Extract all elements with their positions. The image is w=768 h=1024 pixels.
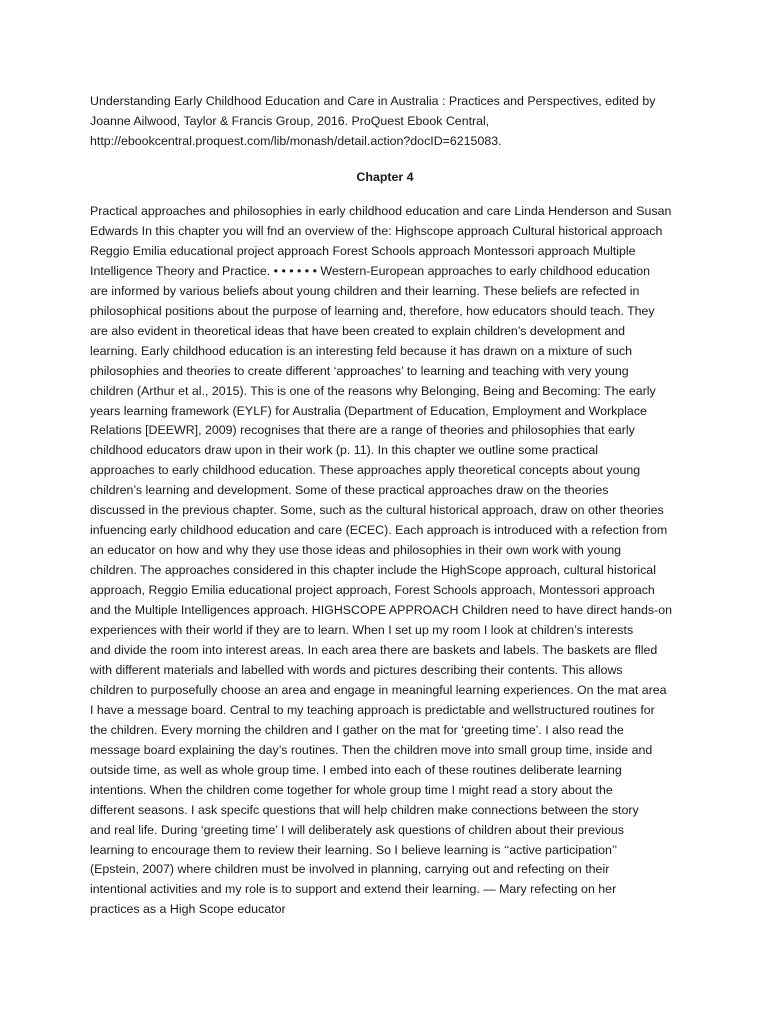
body-line: learning to encourage them to review their learning. So I believe learning is ‘‘active participation’’ <box>90 842 618 857</box>
body-line: experiences with their world if they are to learn. When I set up my room I look at children’s interests <box>90 623 634 638</box>
body-line: outside time, as well as whole group time. I embed into each of these routines deliberate learning <box>90 762 622 777</box>
body-line: children to purposefully choose an area and engage in meaningful learning experiences. On the mat area <box>90 682 667 697</box>
body-line: an educator on how and why they use those ideas and philosophies in their own work with young <box>90 543 622 558</box>
citation-line: Joanne Ailwood, Taylor & Francis Group, 2016. ProQuest Ebook Central, <box>90 114 490 128</box>
citation <box>90 91 680 151</box>
body-line: approaches to early childhood education. These approaches apply theoretical concepts about young <box>90 463 641 478</box>
body-line: intentions. When the children come together for whole group time I might read a story about the <box>90 782 613 797</box>
body-line: are informed by various beliefs about young children and their learning. These beliefs are refected in <box>90 283 640 298</box>
body-line: Practical approaches and philosophies in early childhood education and care Linda Henderson and Susan <box>90 204 672 218</box>
body-line: and the Multiple Intelligences approach. HIGHSCOPE APPROACH Children need to have direct hands-on <box>90 603 672 618</box>
body-line: discussed in the previous chapter. Some, such as the cultural historical approach, draw on other theories <box>90 503 664 518</box>
citation-link: http://ebookcentral.proquest.com/lib/monash/detail.action?docID=6215083. <box>90 134 502 148</box>
body-line: years learning framework (EYLF) for Australia (Department of Education, Employment and Workplace <box>90 403 647 418</box>
body-line: practices as a High Scope educator <box>90 902 286 917</box>
body-line: children (Arthur et al., 2015). This is one of the reasons why Belonging, Being and Becoming: The early <box>90 383 656 398</box>
body-line: Reggio Emilia educational project approach Forest Schools approach Montessori approach Multiple <box>90 243 636 258</box>
body-paragraph <box>90 202 680 920</box>
body-line: philosophies and theories to create different ‘approaches’ to learning and teaching with very young <box>90 363 629 378</box>
body-line: and real life. During ‘greeting time’ I will deliberately ask questions of children about their previous <box>90 822 624 837</box>
body-line: infuencing early childhood education and care (ECEC). Each approach is introduced with a refection from <box>90 523 668 538</box>
document-page <box>90 91 680 920</box>
body-line: Intelligence Theory and Practice. • • • • • • Western-European approaches to early childhood education <box>90 263 651 278</box>
body-line: childhood educators draw upon in their work (p. 11). In this chapter we outline some practical <box>90 443 599 458</box>
body-line: (Epstein, 2007) where children must be involved in planning, carrying out and refecting on their <box>90 862 610 877</box>
body-line: different seasons. I ask specifc questions that will help children make connections between the story <box>90 802 639 817</box>
body-line: and divide the room into interest areas. In each area there are baskets and labels. The baskets are flled <box>90 642 658 657</box>
body-line: philosophical positions about the purpose of learning and, therefore, how educators should teach. They <box>90 303 655 318</box>
body-line: children. The approaches considered in this chapter include the HighScope approach, cultural historical <box>90 563 656 578</box>
body-line: message board explaining the day’s routines. Then the children move into small group time, inside and <box>90 742 653 757</box>
body-line: intentional activities and my role is to support and extend their learning. — Mary refecting on her <box>90 882 617 897</box>
body-line: Edwards In this chapter you will fnd an overview of the: Highscope approach Cultural historical approach <box>90 223 663 238</box>
citation-line: Understanding Early Childhood Education and Care in Australia : Practices and Perspectives, edited by <box>90 94 656 108</box>
body-line: are also evident in theoretical ideas that have been created to explain children’s development and <box>90 323 625 338</box>
body-line: the children. Every morning the children and I gather on the mat for ‘greeting time’. I also read the <box>90 722 624 737</box>
body-line: I have a message board. Central to my teaching approach is predictable and wellstructured routines for <box>90 702 655 717</box>
body-line: Relations [DEEWR], 2009) recognises that there are a range of theories and philosophies that early <box>90 423 635 438</box>
body-line: with different materials and labelled with words and pictures describing their contents. This allows <box>90 662 623 677</box>
body-line: children’s learning and development. Some of these practical approaches draw on the theories <box>90 483 609 498</box>
chapter-title: Chapter 4 <box>356 170 414 184</box>
body-line: learning. Early childhood education is an interesting feld because it has drawn on a mixture of such <box>90 343 633 358</box>
body-line: approach, Reggio Emilia educational project approach, Forest Schools approach, Montessori approach <box>90 583 655 598</box>
